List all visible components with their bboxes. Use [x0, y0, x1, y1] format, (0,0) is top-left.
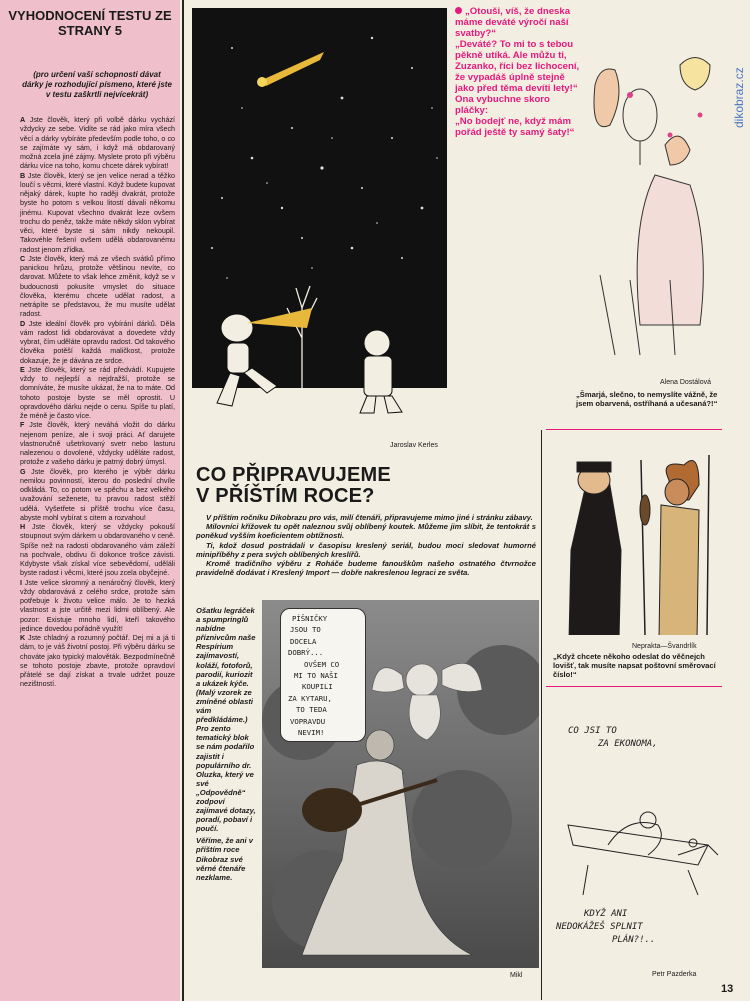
lead-paragraph: Kromě tradičního výběru z Roháče budeme fanouškům našeho ostnatého čtvrnožce pravidelně dodávat i Kreslený Import — dobře nakreslenou legraci ze světa.: [196, 559, 536, 578]
indian-cartoon: [549, 440, 719, 635]
dialog-line: „Deváté? To mi to s tebou pěkně utíká. Ale můžu ti, Zuzanko, říci bez lichocení, že vypadáš úplně stejně jako před těma devíti lety!“: [455, 39, 580, 94]
svg-text:dikobraz.cz: dikobraz.cz: [732, 67, 746, 128]
bullet-icon: [455, 7, 462, 14]
night-cartoon-credit: Jaroslav Kerles: [390, 442, 438, 449]
page-number: 13: [721, 983, 734, 995]
article-lead: [196, 513, 536, 577]
side-paragraph: Ošatku legráček a spumpringlů nabídne příznivcům naše Respírium zajímavostí, koláží, fotoforů, parodií, kuriozit a ukázek kýče. (Malý vzorek ze zmíněné oblasti vám předkládáme.) Pro zento tematický blok se nám podařilo zajistit i populárního dr. Oluzka, který ve své „Odpovědně“ zodpoví zajímavé dotazy, poradí, pobaví i poučí.: [196, 606, 256, 834]
anniversary-dialog: [455, 6, 585, 138]
site-watermark: [731, 20, 747, 130]
column-divider: [541, 430, 542, 1000]
column-divider: [182, 0, 184, 1001]
article-side-text: [196, 606, 256, 882]
separator-line: [546, 686, 722, 687]
economy-cartoon: [548, 695, 728, 975]
result-paragraph: I Jste velice skromný a nenáročný člověk, který vždy obdarovává z celého srdce, protože sám potřebuje k životu velice málo. Je to hezká vlastnost a jste určitě mezi lidmi oblíbený. Ale pozor: Existuje mnoho lidí, kteří takového jedince dovedou pořádně využít!: [20, 578, 176, 633]
economy-text-top: CO JSI TO ZA EKONOMA,: [568, 726, 658, 749]
result-paragraph: H Jste člověk, který se vždycky pokouší stoupnout svým dárkem u obdarovaného v ceně. Spíše než na radosti obdarovaného vám záleží na pochvale, obdivu či dokonce trošce závisti. Kdybyste však získal více sebevědomí, uděláli byste radost i věcmi, které jsou zcela obyčejné.: [20, 523, 175, 578]
lead-paragraph: Ti, kdož dosud postrádali v časopisu kreslený seriál, budou moci sledovat humorné minipříběhy z pera svých oblíbených kreslířů.: [196, 540, 536, 559]
night-sky-drawing: [192, 8, 447, 431]
mirror-cartoon-caption: „Šmarjá, slečno, to nemyslíte vážně, že jsem obarvená, ostříhaná a učesaná?!“: [576, 390, 718, 408]
economy-cartoon-credit: Petr Pazderka: [652, 971, 697, 978]
night-sky-cartoon: [192, 8, 447, 431]
separator-line: [546, 429, 722, 430]
result-paragraph: C Jste člověk, který má ze všech svátků přímo panickou hrůzu, protože většinou nevíte, co darovat. Můžete to však lehce změnit, když se v budoucnosti pokusíte vmyslet do situace člověka, kterému chcete udělat radost, a netrápíte se představou, že mu musíte udělat radost.: [20, 254, 176, 319]
side-paragraph: Věříme, že ani v příštím roce Dikobraz své věrné čtenáře nezklame.: [196, 836, 253, 882]
lead-paragraph: Milovníci křížovek tu opět naleznou svůj oblíbený koutek. Můžeme jim slíbit, že tentokrát s poněkud vyšším koeficientem obtížnosti.: [196, 522, 536, 541]
result-paragraph: K Jste chladný a rozumný počtář. Dej mi a já ti dám, to je váš životní postoj. Při výběru dárku se chováte jako typický malověták. Bezpodmínečně se tohoto postoje zbavte, protože opravdoví přátelé se dají získat a trvale udržet pouze nezištností.: [20, 634, 176, 689]
results-body: [20, 116, 175, 690]
photo-credit: Mikl: [510, 972, 523, 979]
result-paragraph: E Jste člověk, který se rád předvádí. Kupujete vždy to nejlepší a nejdražší, protože se domníváte, že musíte ukázat, že na to máte. Od tohoto postoje byste se měl oprostit. U opravdového dárku nejde o cenu. Spíše tu platí, že méně je často více.: [20, 365, 175, 420]
speech-bubble: PÍŠNIČKY JSOU TO DOCELA DOBRÝ... OVŠEM CO MI TO NAŠI KOUPILI ZA KYTARU, TO TEDA VOPRAVDU NEVIM!: [280, 608, 366, 742]
result-paragraph: B Jste člověk, který se jen velice nerad a těžko loučí s věcmi, které vlastní. Když budete kupovat nějaký dárek, kupte ho raději dvakrát, protože byste ho potom s velkou litostí dávali někomu jinému. Kupovat všechno dvakrát leze ovšem trochu do peněz, takže máte někdy sklon vybírat věci, které byste si sám nikdy nekoupil. Takovéhle řešení ovšem udělá obdarovanému radost jenom zřídka.: [20, 171, 176, 254]
article-title: CO PŘIPRAVUJEME V PŘÍŠTÍM ROCE?: [196, 464, 391, 507]
economy-text-bottom: KDYŽ ANI NEDOKÁŽEŠ SPLNIT PLÁN?!..: [556, 909, 656, 945]
dialog-line: „Otouši, víš, že dneska máme deváté výročí naší svatby?“: [455, 6, 571, 39]
result-paragraph: D Jste ideální člověk pro vybírání dárků. Děla vám radost lidi obdarovávat a dovedete vždy vybrat, čím uděláte opravdu radost. Od takového člověka potěší každá maličkost, protože dokazuje, že je dávána ze srdce.: [20, 319, 175, 365]
mirror-cartoon-credit: Alena Dostálová: [660, 379, 711, 386]
results-intro: (pro určení vaší schopnosti dávat dárky je rozhodující písmeno, které jste v testu zaškrtli nejvícekrát): [22, 70, 172, 99]
results-column: [0, 0, 180, 1001]
result-paragraph: F Jste člověk, který neváhá vložit do dárku nejenom peníze, ale i svoji práci. Ať darujete vlastnoručně ušetrkovaný svetr nebo lasturu nalezenou o dovolené, vždycky uděláte radost, protože z vašeho dárku je patrný dobrý úmysl.: [20, 421, 175, 467]
dialog-line: Ona vybuchne skoro pláčky:: [455, 94, 550, 116]
lead-paragraph: V příštím ročníku Dikobrazu pro vás, milí čtenáři, připravujeme mimo jiné i stránku zábavy.: [206, 513, 533, 522]
mirror-cartoon: [570, 25, 725, 365]
indian-cartoon-credit: Neprakta—Švandrlík: [632, 643, 697, 650]
result-paragraph: G Jste člověk, pro kterého je výběr dárku nemilou povinností, kterou do poslední chvíle odkládá. To, co potom ve spěchu a bez velkého uvažování seženete, tu pravou radost stěží udělá. Vyšetřete si příště trochu více času, abyste mohl vybírat s citem a rozvahou!: [20, 467, 176, 522]
indian-cartoon-caption: „Když chcete někoho odeslat do věčnejch lovišť, tak musíte napsat poštovní směrovací číslo!“: [553, 652, 716, 679]
results-title: VYHODNOCENÍ TESTU ZE STRANY 5: [8, 8, 172, 38]
result-paragraph: A Jste člověk, který při volbě dárku vychází vždycky ze sebe. Vidíte se rád jako míra všech věcí a dárky vybíráte především podle toho, o co se zajímáte vy sám, i když má obdarovaný možná zcela jiné zájmy. Myslete proto při výběru dárku více na toho, komu chcete dárek vybírat!: [20, 116, 176, 171]
vintage-photo-collage: [262, 600, 539, 968]
dialog-line: „No bodejť ne, když mám pořád ještě ty samý šaty!“: [455, 116, 575, 138]
